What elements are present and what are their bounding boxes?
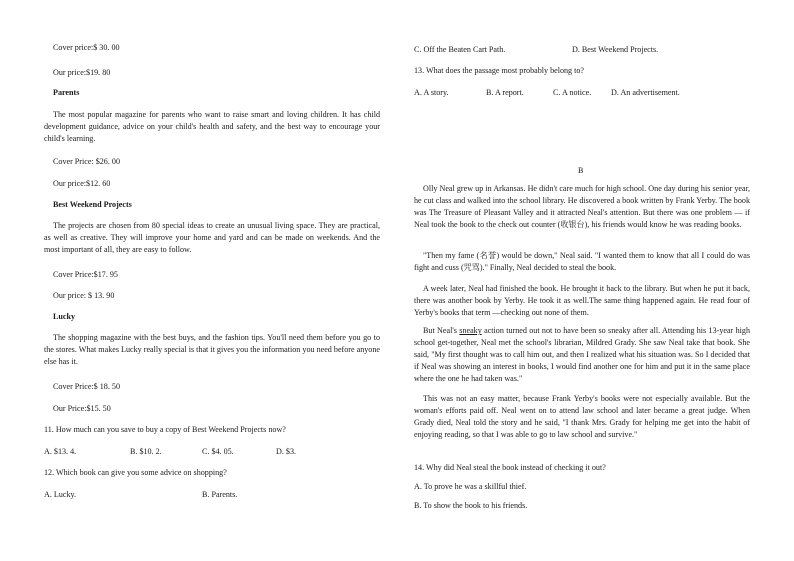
q13-option-c: C. A notice. xyxy=(553,88,592,97)
best-weekend-title: Best Weekend Projects xyxy=(53,200,132,209)
q11-option-c: C. $4. 05. xyxy=(202,447,234,456)
q12-option-d: D. Best Weekend Projects. xyxy=(572,45,659,54)
lucky-cover-price: Cover Price:$ 18. 50 xyxy=(53,382,120,391)
parents-cover-price: Cover Price: $26. 00 xyxy=(53,157,120,166)
section-heading: B xyxy=(578,166,584,175)
q11-option-d: D. $3. xyxy=(276,447,297,456)
lucky-title: Lucky xyxy=(53,312,76,321)
passage-paragraph-1: Olly Neal grew up in Arkansas. He didn't care much for high school. One day during his senior year, he cut class and walked into the school library. He discovered a book written by Frank Yerby. The book was The Treasure of Pleasant Valley and it attracted Neal's attention. But there was one problem — if Neal took the book to the check out counter (收银台), his friends would know he was reading books. xyxy=(414,184,750,229)
passage-paragraph-5: This was not an easy matter, because Frank Yerby's books were not especially available. But the woman's efforts paid off. Neal went on to attend law school and later became a great judge. When Grady died, Neal told the story and he said, "I thank Mrs. Grady for helping me get into the habit of enjoying reading, so that I was able to go to law school and survive." xyxy=(414,394,750,439)
passage-paragraph-3: A week later, Neal had finished the book. He brought it back to the library. But when he put it back, there was another book by Yerby. He took it as well.The same thing happened again. He read four of Yerby's books that term —checking out none of them. xyxy=(414,284,750,317)
passage-paragraph-2: "Then my fame (名誉) would be down," Neal said. "I wanted them to know that all I could do was fight and cuss (咒骂)." Finally, Neal decided to steal the book. xyxy=(414,251,750,272)
q11-option-b: B. $10. 2. xyxy=(130,447,162,456)
q13-option-a: A. A story. xyxy=(414,88,449,97)
p4-text-end: action turned out not to have been so sneaky after all. Attending his 13-year high school get-together, Neal met the school's librarian, Mildred Grady. She saw Neal take that book. She said, "My first thought was to call him out, and then I realized what his situation was. So I decided that if Neal was showing an interest in books, I would find another one for him and put it in the same place where the one he had taken was." xyxy=(414,326,750,383)
q12-option-b: B. Parents. xyxy=(202,490,238,499)
question-13: 13. What does the passage most probably belong to? xyxy=(414,66,585,75)
lucky-description: The shopping magazine with the best buys, and the fashion tips. You'll need them before you go to the stores. What makes Lucky really special is that it gives you the information you need before anyone else has it. xyxy=(44,333,380,366)
parents-title: Parents xyxy=(53,88,80,97)
question-12: 12. Which book can give you some advice on shopping? xyxy=(44,468,227,477)
best-weekend-cover-price: Cover Price:$17. 95 xyxy=(53,270,118,279)
parents-description: The most popular magazine for parents who want to raise smart and loving children. It has child development guidance, advice on your child's health and safety, and the best way to encourage your child's learning. xyxy=(44,110,380,143)
q12-option-a: A. Lucky. xyxy=(44,490,77,499)
question-11: 11. How much can you save to buy a copy of Best Weekend Projects now? xyxy=(44,425,286,434)
q13-option-d: D. An advertisement. xyxy=(611,88,680,97)
parents-our-price: Our price:$12. 60 xyxy=(53,179,111,188)
q12-option-c: C. Off the Beaten Cart Path. xyxy=(414,45,506,54)
best-weekend-description: The projects are chosen from 80 special ideas to create an unusual living space. They are practical, as well as creative. They will improve your home and yard and can be made on weekends. And the most important of all, they are easy to follow. xyxy=(44,221,380,254)
q13-option-b: B. A report. xyxy=(486,88,524,97)
q14-option-b: B. To show the book to his friends. xyxy=(414,501,528,510)
our-price-1: Our price:$19. 80 xyxy=(53,68,111,77)
lucky-our-price: Our Price:$15. 50 xyxy=(53,404,111,413)
p4-text-start: But Neal's xyxy=(423,326,460,335)
underlined-word-sneaky: sneaky xyxy=(459,326,482,335)
q11-option-a: A. $13. 4. xyxy=(44,447,77,456)
cover-price-1: Cover price:$ 30. 00 xyxy=(53,43,120,52)
passage-paragraph-4 xyxy=(414,325,750,385)
best-weekend-our-price: Our price: $ 13. 90 xyxy=(53,291,115,300)
question-14: 14. Why did Neal steal the book instead of checking it out? xyxy=(414,463,606,472)
q14-option-a: A. To prove he was a skillful thief. xyxy=(414,482,527,491)
